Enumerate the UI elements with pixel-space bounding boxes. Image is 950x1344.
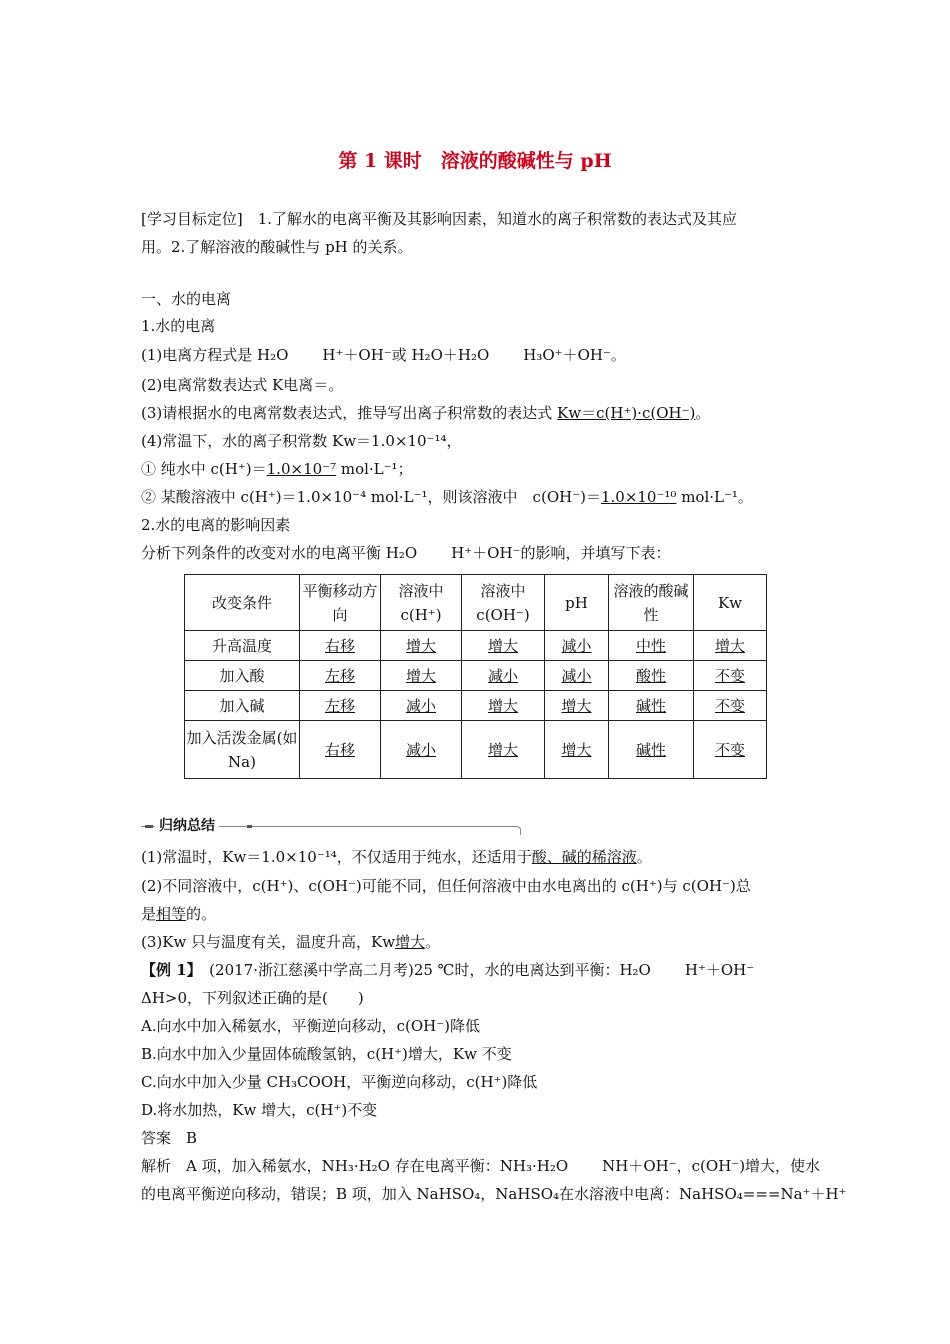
example-question: 【例 1】 (2017·浙江慈溪中学高二月考)25 ℃时，水的电离达到平衡：H₂O H⁺＋OH⁻ xyxy=(141,961,755,979)
option-b: B.向水中加入少量固体硫酸氢钠，c(H⁺)增大，Kw 不变 xyxy=(141,1045,512,1063)
summary-1: (1)常温时，Kw＝1.0×10⁻¹⁴，不仅适用于纯水，还适用于酸、碱的稀溶液。 xyxy=(141,848,652,866)
objective-line1: [学习目标定位] 1.了解水的电离平衡及其影响因素，知道水的离子积常数的表达式及其应 xyxy=(141,210,738,228)
example-tag: 【例 1】 xyxy=(141,961,195,979)
summary-3: (3)Kw 只与温度有关，温度升高，Kw增大。 xyxy=(141,933,441,951)
answer-blank: 1.0×10⁻⁷ xyxy=(266,460,337,478)
option-c: C.向水中加入少量 CH₃COOH，平衡逆向移动，c(H⁺)降低 xyxy=(141,1073,538,1091)
table-header-row xyxy=(185,575,767,631)
answer: 答案 B xyxy=(141,1129,198,1147)
table-header: 溶液中c(OH⁻) xyxy=(462,575,545,631)
summary-2-cont: 是相等的。 xyxy=(141,905,217,923)
subsection-heading-2: 2.水的电离的影响因素 xyxy=(141,516,291,534)
answer-blank: Kw＝c(H⁺)·c(OH⁻) xyxy=(557,404,696,422)
banner-dash xyxy=(247,825,252,828)
explanation-1: 解析 A 项，加入稀氨水，NH₃·H₂O 存在电离平衡：NH₃·H₂O NH＋OH⁻，c(OH⁻)增大，使水 xyxy=(141,1157,821,1175)
table-header: 改变条件 xyxy=(185,575,300,631)
banner-cap xyxy=(516,826,521,835)
data-table xyxy=(184,574,767,779)
objective-line2: 用。2.了解溶液的酸碱性与 pH 的关系。 xyxy=(141,238,413,256)
option-a: A.向水中加入稀氨水，平衡逆向移动，c(OH⁻)降低 xyxy=(141,1017,481,1035)
summary-label: 归纳总结 xyxy=(155,817,219,835)
item-3: (3)请根据水的电离常数表达式，推导写出离子积常数的表达式 Kw＝c(H⁺)·c(OH⁻)。 xyxy=(141,404,711,422)
subsection-heading: 1.水的电离 xyxy=(141,317,216,335)
explanation-2: 的电离平衡逆向移动，错误；B 项，加入 NaHSO₄，NaHSO₄在水溶液中电离：NaHSO₄===Na⁺＋H⁺ xyxy=(141,1185,847,1203)
item-5: ① 纯水中 c(H⁺)＝1.0×10⁻⁷ mol·L⁻¹； xyxy=(141,460,413,478)
banner-dash xyxy=(145,825,153,828)
item-1: (1)电离方程式是 H₂O H⁺＋OH⁻或 H₂O＋H₂O H₃O⁺＋OH⁻。 xyxy=(141,346,626,364)
table-header: 溶液的酸碱性 xyxy=(609,575,694,631)
summary-2: (2)不同溶液中，c(H⁺)、c(OH⁻)可能不同，但任何溶液中由水电离出的 c(H⁺)与 c(OH⁻)总 xyxy=(141,877,751,895)
answer-blank: 1.0×10⁻¹⁰ xyxy=(600,488,677,506)
table-header: Kw xyxy=(694,575,767,631)
summary-banner xyxy=(141,817,521,835)
table-header: 溶液中c(H⁺) xyxy=(381,575,462,631)
item-2: (2)电离常数表达式 K电离＝。 xyxy=(141,376,344,394)
option-d: D.将水加热，Kw 增大，c(H⁺)不变 xyxy=(141,1101,378,1119)
table-header: 平衡移动方向 xyxy=(300,575,381,631)
item-4: (4)常温下，水的离子积常数 Kw＝1.0×10⁻¹⁴， xyxy=(141,432,462,450)
table-intro: 分析下列条件的改变对水的电离平衡 H₂O H⁺＋OH⁻的影响，并填写下表： xyxy=(141,544,671,562)
table-row: 加入酸 左移 增大 减小 减小 酸性 不变 xyxy=(185,661,767,691)
table-row: 加入碱 左移 减小 增大 增大 碱性 不变 xyxy=(185,691,767,721)
table-row: 加入活泼金属(如 Na) 右移 减小 增大 增大 碱性 不变 xyxy=(185,721,767,779)
section-heading: 一、水的电离 xyxy=(141,290,232,308)
example-question-cont: ΔH>0，下列叙述正确的是( ) xyxy=(141,989,364,1007)
page-title: 第 1 课时 溶液的酸碱性与 pH xyxy=(338,150,612,172)
table-header: pH xyxy=(545,575,609,631)
item-6: ② 某酸溶液中 c(H⁺)＝1.0×10⁻⁴ mol·L⁻¹，则该溶液中 c(OH⁻)＝1.0×10⁻¹⁰ mol·L⁻¹。 xyxy=(141,488,753,506)
table-row: 升高温度 右移 增大 增大 减小 中性 增大 xyxy=(185,631,767,661)
